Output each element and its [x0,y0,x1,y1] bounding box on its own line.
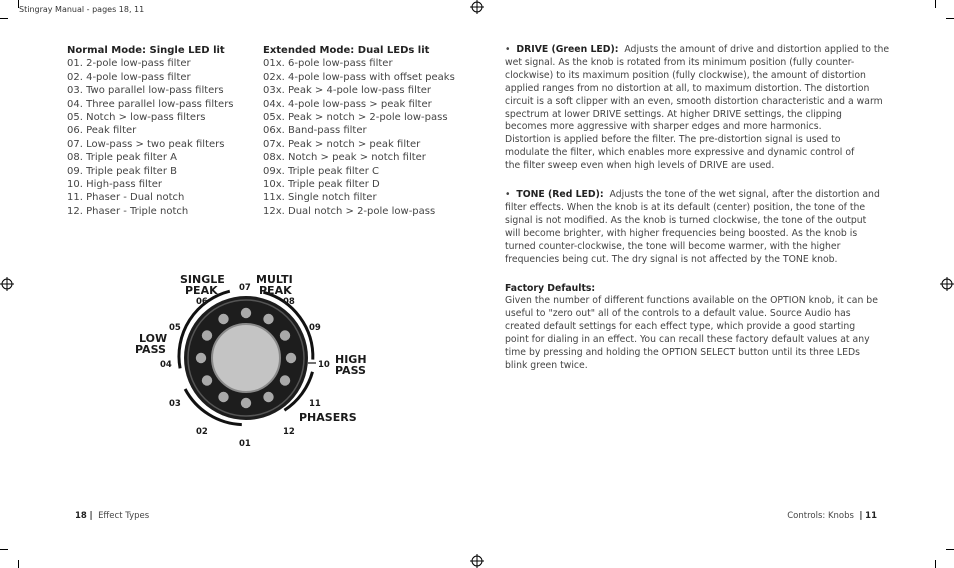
list-item: 06x. Band-pass filter [263,125,367,137]
position-05-label: 05 [169,323,181,333]
footer-right: Controls: Knobs | 11 [787,511,877,521]
position-01-label: 01 [239,439,251,449]
list-item: 12x. Dual notch > 2-pole low-pass [263,205,436,217]
tone-paragraph: • TONE (Red LED): Adjusts the tone of the wet signal, after the distortion and [505,189,880,201]
list-item: 03. Two parallel low-pass filters [67,85,224,97]
extended-mode-list [263,44,483,218]
option-knob-diagram [120,265,380,455]
drive-line: spectrum at lower DRIVE settings. At higher DRIVE settings, the clipping [505,108,842,120]
multi-peak-label-line2: PEAK [259,284,292,297]
tone-line: frequencies being cut. The dry signal is not affected by the TONE knob. [505,253,838,265]
drive-line: becomes more aggressive with sharper edges and more harmonics. [505,121,822,133]
tone-line: will become brighter, with higher frequencies being boosted. As the knob is [505,227,858,239]
list-item: 03x. Peak > 4-pole low-pass filter [263,85,432,97]
list-item: 07x. Peak > notch > peak filter [263,138,421,150]
high-pass-label-line1: HIGH [335,353,367,366]
single-peak-label-line1: SINGLE [180,273,225,286]
drive-line: the filter sweep even when high levels of DRIVE are used. [505,160,775,172]
footer-right-title: Controls: Knobs [787,511,854,521]
right-page-text [505,44,900,373]
list-item: 11x. Single notch filter [263,192,377,204]
factory-line: useful to "zero out" all of the controls to a default value. Source Audio has [505,308,851,320]
list-item: 05. Notch > low-pass filters [67,112,206,124]
page-number-right: 11 [865,511,877,521]
list-item: 08x. Notch > peak > notch filter [263,152,426,164]
position-12-label: 12 [283,427,295,437]
drive-line: clockwise) to its maximum position (fully clockwise), the amount of distortion [505,69,866,81]
drive-line: Distortion is applied before the filter. The pre-distortion signal is used to [505,134,841,146]
drive-line: wet signal. As the knob is rotated from its minimum position (fully counter- [505,56,855,68]
position-06-label: 06 [196,297,208,307]
footer-left: 18 | Effect Types [75,511,150,521]
normal-mode-list [67,44,257,218]
position-11-label: 11 [309,399,321,409]
list-item: 08. Triple peak filter A [67,152,177,164]
list-item: 09. Triple peak filter B [67,165,177,177]
list-item: 06. Peak filter [67,125,137,137]
factory-line: time by pressing and holding the OPTION SELECT button until its three LEDs [505,347,860,359]
extended-mode-heading: Extended Mode: Dual LEDs lit [263,45,430,56]
list-item: 01x. 6-pole low-pass filter [263,58,393,70]
position-07-label: 07 [239,283,251,293]
drive-line: circuit is a soft clipper with an even, smooth distortion characteristic and a warm [505,95,883,107]
factory-line: Given the number of different functions available on the OPTION knob, it can be [505,295,878,307]
list-item: 01. 2-pole low-pass filter [67,58,191,70]
normal-mode-heading: Normal Mode: Single LED lit [67,45,225,56]
factory-defaults-heading: Factory Defaults: [505,282,596,294]
factory-line: point for dialing in an effect. You can recall these factory default values at any [505,334,870,346]
tone-label: TONE (Red LED): [516,189,604,201]
registration-mark-right [940,277,954,291]
drive-label: DRIVE (Green LED): [516,44,619,55]
list-item: 12. Phaser - Triple notch [67,205,189,217]
position-02-label: 02 [196,427,208,437]
single-peak-label-line2: PEAK [185,284,218,297]
position-03-label: 03 [169,399,181,409]
low-pass-label-line1: LOW [139,332,168,345]
list-item: 02x. 4-pole low-pass with offset peaks [263,71,455,83]
knob-center-cap [212,324,280,392]
list-item: 10. High-pass filter [67,179,163,191]
registration-mark-top [470,0,484,14]
high-pass-label-line2: PASS [335,364,366,377]
list-item: 09x. Triple peak filter C [263,165,380,177]
drive-line: applied ranges from no distortion at all, to maximum distortion. The distortion [505,82,870,94]
document-header: Stingray Manual - pages 18, 11 [19,5,145,14]
factory-line: blink green twice. [505,359,588,371]
footer-left-title: Effect Types [98,511,150,521]
list-item: 04x. 4-pole low-pass > peak filter [263,98,432,110]
tone-line: signal is not modified. As the knob is turned clockwise, the tone of the output [505,214,867,226]
tone-line: filter effects. When the knob is at its default (center) position, the tone of the [505,201,866,213]
list-item: 04. Three parallel low-pass filters [67,98,234,110]
position-08-label: 08 [283,297,295,307]
list-item: 02. 4-pole low-pass filter [67,71,191,83]
drive-line: modulate the filter, which enables more expressive and dynamic control of [505,147,855,159]
registration-mark-bottom [470,554,484,568]
position-09-label: 09 [309,323,321,333]
list-item: 07. Low-pass > two peak filters [67,138,225,150]
low-pass-label-line2: PASS [135,343,166,356]
multi-peak-label-line1: MULTI [256,273,293,286]
list-item: 10x. Triple peak filter D [263,179,380,191]
factory-line: created default settings for each effect type, which provide a good starting [505,321,856,333]
registration-mark-left [0,277,14,291]
position-04-label: 04 [160,360,172,370]
tone-line: turned counter-clockwise, the tone will become warmer, with the higher [505,240,841,252]
list-item: 11. Phaser - Dual notch [67,192,185,204]
phasers-label: PHASERS [299,411,357,424]
list-item: 05x. Peak > notch > 2-pole low-pass [263,112,448,124]
drive-paragraph: • DRIVE (Green LED): Adjusts the amount of drive and distortion applied to the [505,44,890,55]
position-10-label: 10 [318,360,330,370]
page-number-left: 18 [75,511,87,521]
